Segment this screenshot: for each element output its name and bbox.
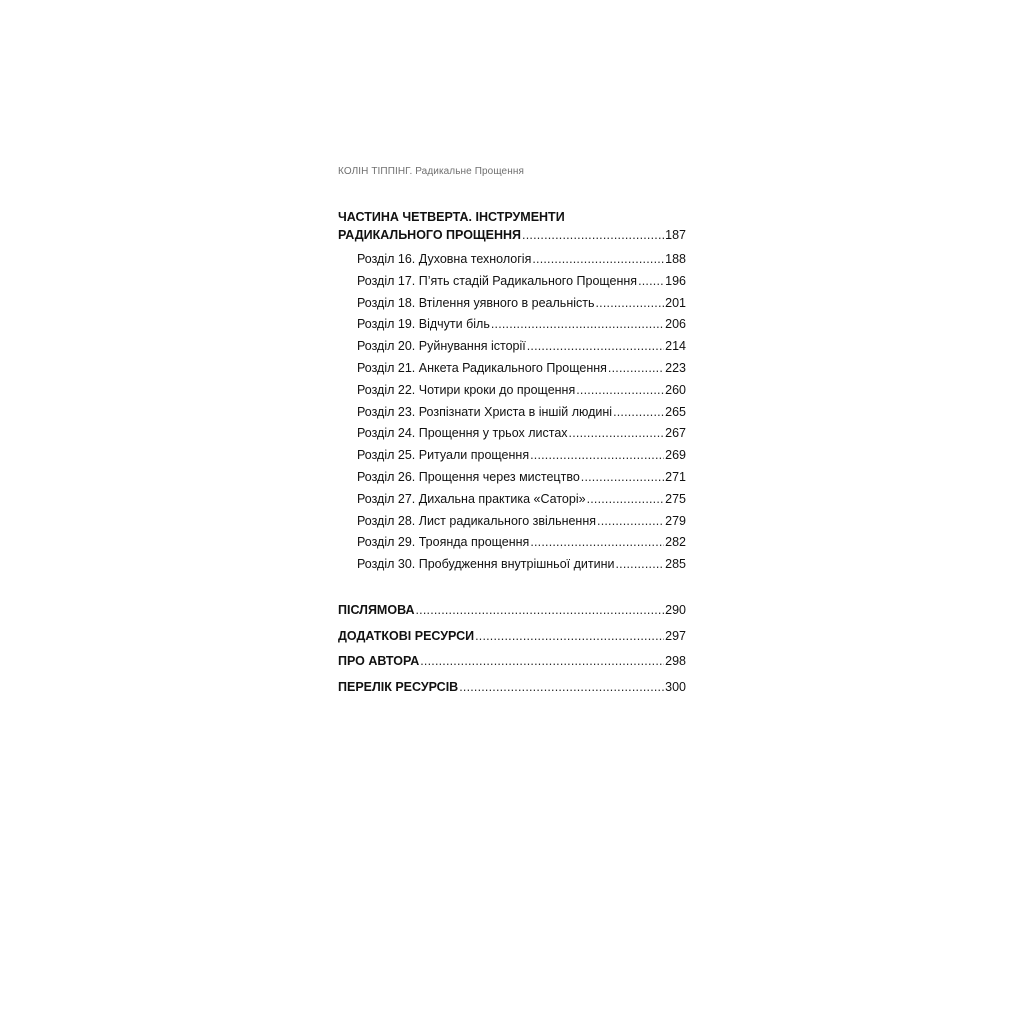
chapter-page-number: 265 [665,404,686,419]
chapter-page-number: 206 [665,317,686,332]
chapter-title: Розділ 19. Відчути біль [357,317,490,332]
part-title-line2: РАДИКАЛЬНОГО ПРОЩЕННЯ [338,228,522,242]
dot-leader [597,511,664,533]
toc-additional-resources [338,624,686,650]
dot-leader [638,271,664,293]
chapter-title: Розділ 30. Пробудження внутрішньої дитини [357,557,615,572]
backmatter-list [338,598,686,700]
toc-chapter-21 [357,358,686,380]
dot-leader [475,624,664,650]
backmatter-title: ДОДАТКОВІ РЕСУРСИ [338,628,475,643]
toc-chapter-17 [357,271,686,293]
chapter-title: Розділ 16. Духовна технологія [357,252,532,266]
toc-resource-list [338,675,686,701]
chapter-page-number: 271 [665,469,686,484]
chapter-title: Розділ 29. Троянда прощення [357,535,530,550]
chapter-page-number: 223 [665,360,686,375]
dot-leader [608,358,664,380]
chapter-page-number: 285 [665,557,686,572]
dot-leader [596,293,665,315]
chapter-title: Розділ 27. Дихальна практика «Саторі» [357,491,586,506]
part-page-number: 187 [665,228,686,242]
toc-chapter-27 [357,489,686,511]
chapter-title: Розділ 23. Розпізнати Христа в іншій людині [357,404,613,419]
chapter-page-number: 201 [665,295,686,310]
chapter-page-number: 260 [665,382,686,397]
backmatter-page-number: 290 [665,602,686,617]
chapter-page-number: 214 [665,339,686,354]
toc-about-author [338,649,686,675]
toc-chapter-18 [357,293,686,315]
dot-leader [587,489,665,511]
backmatter-page-number: 297 [665,628,686,643]
table-of-contents [338,208,686,700]
chapter-page-number: 267 [665,426,686,441]
dot-leader [491,314,664,336]
chapter-title: Розділ 18. Втілення уявного в реальність [357,295,595,310]
chapter-page-number: 196 [665,273,686,288]
part-entry [338,226,686,244]
chapter-page-number: 282 [665,535,686,550]
toc-chapter-28 [357,511,686,533]
toc-chapter-26 [357,467,686,489]
toc-chapter-24 [357,423,686,445]
dot-leader [530,532,664,554]
chapter-page-number: 275 [665,491,686,506]
dot-leader [569,423,665,445]
chapter-page-number: 279 [665,513,686,528]
chapter-title: Розділ 26. Прощення через мистецтво [357,469,580,484]
chapter-title: Розділ 17. П’ять стадій Радикального Прощення [357,273,638,288]
dot-leader [581,467,664,489]
toc-chapter-19 [357,314,686,336]
backmatter-page-number: 300 [665,679,686,694]
toc-afterword [338,598,686,624]
dot-leader [459,675,664,701]
chapter-title: Розділ 25. Ритуали прощення [357,448,530,463]
toc-chapter-30 [357,554,686,576]
backmatter-page-number: 298 [665,654,686,669]
backmatter-title: ПЕРЕЛІК РЕСУРСІВ [338,679,459,694]
dot-leader [615,554,664,576]
chapter-list [338,249,686,576]
toc-chapter-23 [357,402,686,424]
backmatter-title: ПІСЛЯМОВА [338,602,415,617]
dot-leader [420,649,664,675]
running-header: КОЛІН ТІППІНГ. Радикальне Прощення [338,166,524,177]
chapter-page-number: 269 [665,448,686,463]
toc-chapter-25 [357,445,686,467]
dot-leader [527,336,664,358]
dot-leader [416,598,665,624]
chapter-title: Розділ 28. Лист радикального звільнення [357,513,597,528]
part-title-line1: ЧАСТИНА ЧЕТВЕРТА. ІНСТРУМЕНТИ [338,210,565,224]
book-page [338,0,688,1024]
chapter-title: Розділ 20. Руйнування історії [357,339,526,354]
dot-leader [576,380,664,402]
toc-chapter-22 [357,380,686,402]
chapter-title: Розділ 21. Анкета Радикального Прощення [357,360,607,375]
toc-chapter-29 [357,532,686,554]
dot-leader [530,445,664,467]
chapter-title: Розділ 22. Чотири кроки до прощення [357,382,576,397]
toc-chapter-20 [357,336,686,358]
dot-leader [532,249,664,271]
toc-chapter-16 [357,249,686,271]
chapter-page-number: 188 [665,252,686,266]
dot-leader [613,402,664,424]
chapter-title: Розділ 24. Прощення у трьох листах [357,426,568,441]
dot-leader [522,226,664,244]
backmatter-title: ПРО АВТОРА [338,654,420,669]
